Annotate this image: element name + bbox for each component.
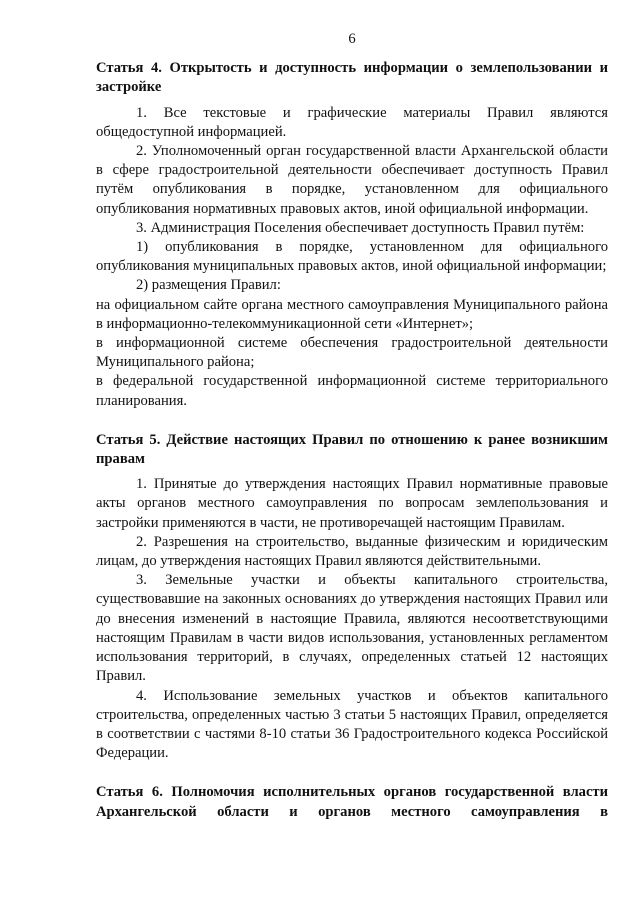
article-4-item-2-fgis: в федеральной государственной информационной системе территориального планирования.	[96, 373, 608, 409]
page-number: 6	[348, 31, 356, 47]
article-5-section	[96, 431, 608, 763]
article-4-paragraph-1: 1. Все текстовые и графические материалы Правил являются общедоступной информацией.	[96, 104, 608, 140]
article-4-item-1: 1) опубликования в порядке, установленном для официального опубликования муниципальных правовых актов, иной официальной информации;	[96, 239, 608, 275]
article-5-paragraph-4: 4. Использование земельных участков и объектов капитального строительства, определенных частью 3 статьи 5 настоящих Правил, определяется в соответствии с частями 8-10 статьи 36 Градостроительного кодекса Российской Федерации.	[96, 687, 608, 762]
article-6-title: Статья 6. Полномочия исполнительных органов государственной власти Архангельской области и органов местного самоуправления в	[96, 784, 608, 820]
article-4-paragraph-3: 3. Администрация Поселения обеспечивает доступность Правил путём:	[136, 219, 585, 236]
document-page	[96, 30, 608, 822]
article-4-item-2: 2) размещения Правил:	[136, 277, 281, 294]
article-6-section	[96, 783, 608, 821]
article-4-item-2-isogd: в информационной системе обеспечения градостроительной деятельности Муниципального района;	[96, 335, 608, 371]
article-5-paragraph-2: 2. Разрешения на строительство, выданные физическим и юридическим лицам, до утверждения настоящих Правил являются действительными.	[96, 533, 608, 570]
article-5-title: Статья 5. Действие настоящих Правил по отношению к ранее возникшим правам	[96, 431, 608, 468]
article-5-paragraph-1: 1. Принятые до утверждения настоящих Правил нормативные правовые акты органов местного самоуправления по вопросам землепользования и застройки применяются в части, не противоречащей настоящим Правилам.	[96, 476, 608, 531]
article-4-item-2-website: на официальном сайте органа местного самоуправления Муниципального района в информационно-телекоммуникационной сети «Интернет»;	[96, 296, 608, 332]
article-4-title: Статья 4. Открытость и доступность информации о землепользовании и застройке	[96, 60, 608, 96]
article-4-section	[96, 59, 608, 411]
article-5-paragraph-3: 3. Земельные участки и объекты капитального строительства, существовавшие на законных основаниях до утверждения настоящих Правил или до внесения изменений в настоящие Правила, являются несоответствующими настоящим Правилам в части видов использования, установленных регламентом использования территорий, в случаях, определенных статьей 12 настоящих Правил.	[96, 572, 608, 685]
article-4-paragraph-2: 2. Уполномоченный орган государственной власти Архангельской области в сфере градостроительной деятельности обеспечивает доступность Правил путём опубликования в порядке, установленном для официального опубликования нормативных правовых актов, иной официальной информации.	[96, 143, 608, 217]
